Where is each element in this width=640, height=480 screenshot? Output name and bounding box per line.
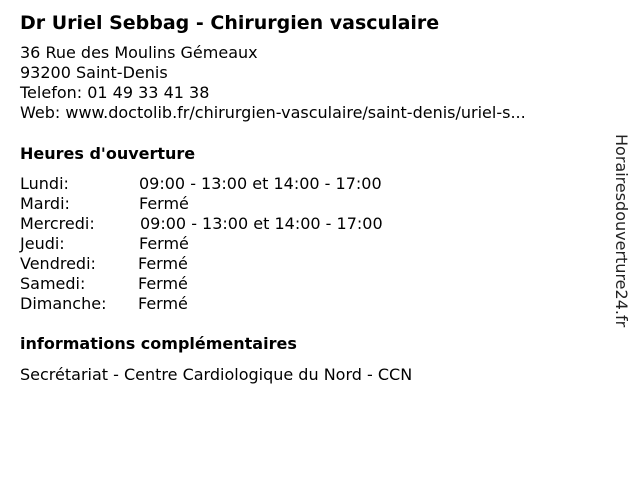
day-label: Samedi: <box>20 274 86 293</box>
page-title: Dr Uriel Sebbag - Chirurgien vasculaire <box>20 12 440 34</box>
day-hours: Fermé <box>138 254 188 273</box>
day-hours: Fermé <box>138 274 188 293</box>
extra-info-text: Secrétariat - Centre Cardiologique du Nord - CCN <box>20 365 413 384</box>
address-street: 36 Rue des Moulins Gémeaux <box>20 43 258 62</box>
day-hours: Fermé <box>139 194 189 213</box>
day-hours: Fermé <box>138 294 188 313</box>
day-label: Lundi: <box>20 174 69 193</box>
day-label: Jeudi: <box>20 234 65 253</box>
day-hours: 09:00 - 13:00 et 14:00 - 17:00 <box>140 214 383 233</box>
contact-block <box>20 43 526 123</box>
brand-watermark: Horairesdouverture24.fr <box>612 134 631 328</box>
day-label: Mardi: <box>20 194 70 213</box>
extra-info-heading: informations complémentaires <box>20 334 297 353</box>
day-label: Mercredi: <box>20 214 95 233</box>
day-label: Vendredi: <box>20 254 96 273</box>
day-label: Dimanche: <box>20 294 107 313</box>
hours-heading: Heures d'ouverture <box>20 144 196 163</box>
phone-number: Telefon: 01 49 33 41 38 <box>20 83 210 102</box>
website-link[interactable]: Web: www.doctolib.fr/chirurgien-vasculaire/saint-denis/uriel-s... <box>20 103 526 122</box>
day-hours: Fermé <box>139 234 189 253</box>
day-hours: 09:00 - 13:00 et 14:00 - 17:00 <box>139 174 382 193</box>
address-city: 93200 Saint-Denis <box>20 63 168 82</box>
